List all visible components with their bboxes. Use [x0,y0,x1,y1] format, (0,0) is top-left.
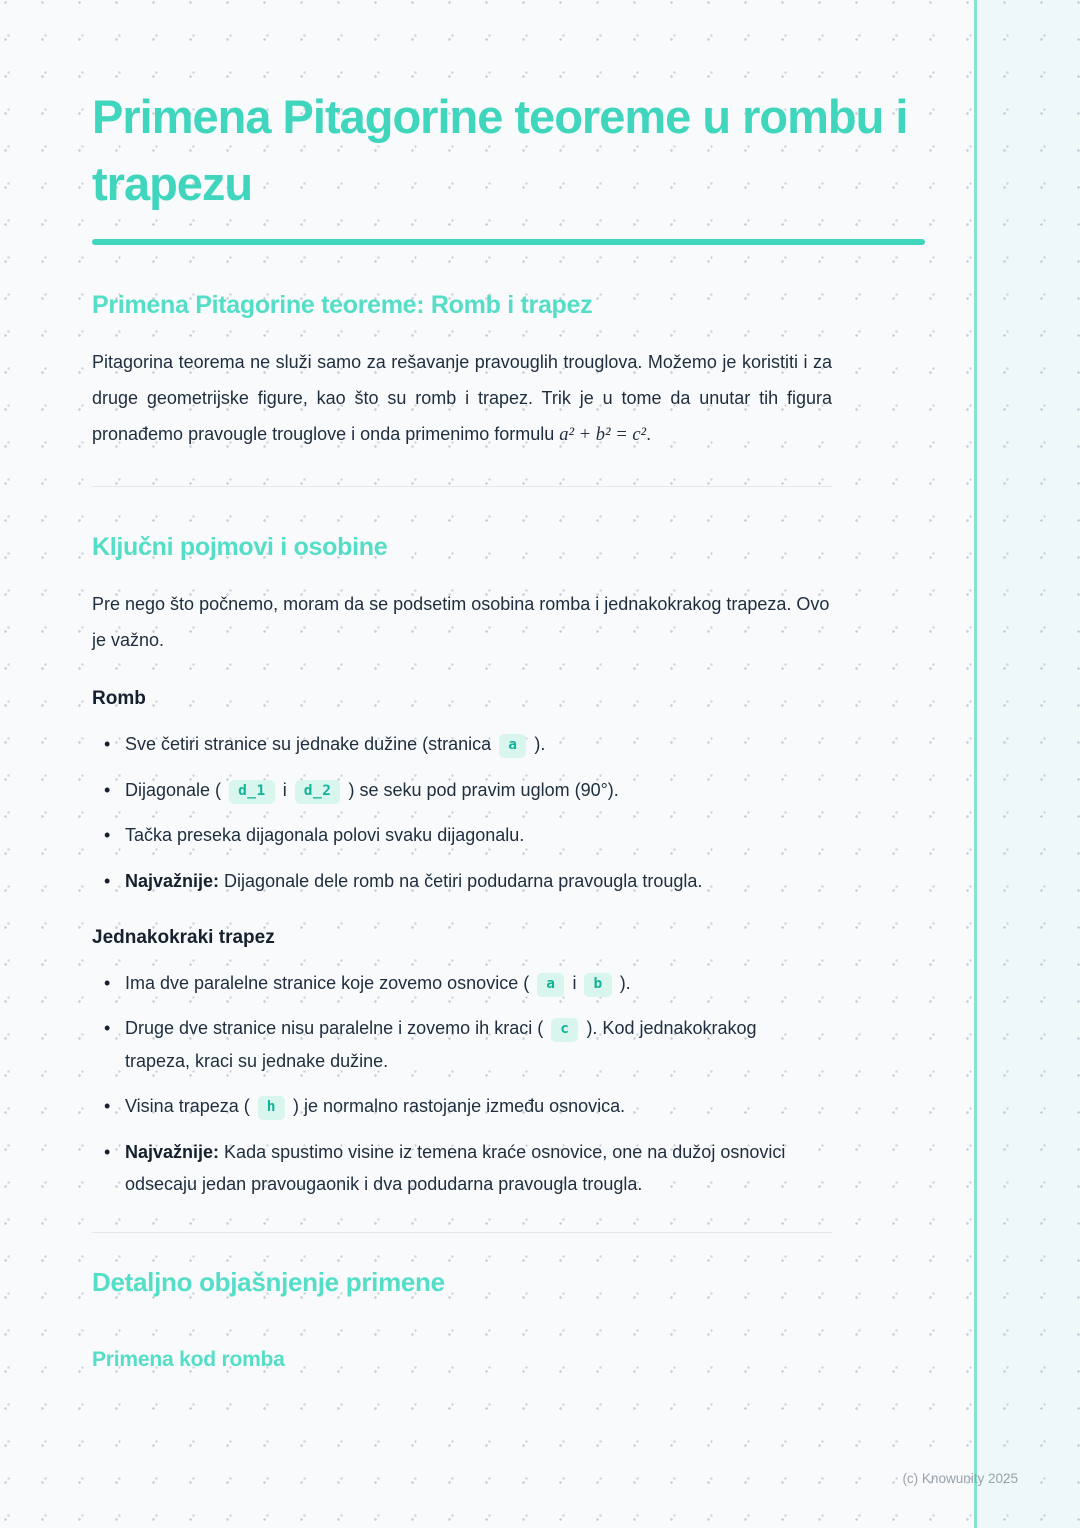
key-concepts-intro-paragraph: Pre nego što počnemo, moram da se podsetim osobina romba i jednakokrakog trapeza. Ovo je važno. [92,594,830,651]
inline-code-chip: a [537,973,564,997]
section-heading-key-concepts: Ključni pojmovi i osobine [92,533,388,562]
emphasis-text: Najvažnije: [125,1141,220,1162]
inline-code-chip: d_2 [295,780,341,804]
section-heading-intro: Primena Pitagorine teoreme: Romb i trapez [92,291,593,320]
subheading-romb: Romb [92,688,146,710]
page-edge-strip [977,0,1080,1528]
romb-properties-list [92,728,799,897]
list-item: • Dijagonale ( d_1 i d_2 ) se seku pod pravim uglom (90°). [125,774,799,806]
inline-code-chip: h [258,1096,285,1120]
section-divider [92,1232,832,1233]
list-item: • Najvažnije: Dijagonale dele romb na četiri podudarna pravougla trougla. [125,865,799,897]
subheading-jednakokraki-trapez: Jednakokraki trapez [92,927,275,949]
list-item: • Druge dve stranice nisu paralelne i zovemo ih kraci ( c ). Kod jednakokrakog trapeza, kraci su jednake dužine. [125,1012,799,1077]
intro-paragraph [92,344,832,454]
page-title: Primena Pitagorine teoreme u rombu i trapezu [92,90,908,210]
inline-code-chip: c [551,1018,578,1042]
title-underline-rule [92,239,925,245]
section-heading-details: Detaljno objašnjenje primene [92,1267,445,1298]
inline-code-chip: a [499,734,526,758]
trapez-properties-list [92,967,799,1200]
section-divider [92,486,832,487]
intro-paragraph-text: Pitagorina teorema ne služi samo za rešavanje pravouglih trouglova. Možemo je koristiti i za druge geometrijske figure, kao što su romb i trapez. Trik je u tome da unutar tih figura pronađemo pravougle trouglove i onda primenimo formulu [92,352,832,445]
list-item: • Visina trapeza ( h ) je normalno rastojanje između osnovica. [125,1090,799,1122]
copyright-notice: (c) Knowunity 2025 [902,1471,1018,1486]
list-item: • Najvažnije: Kada spustimo visine iz temena kraće osnovice, one na dužoj osnovici odsecaju jedan pravougaonik i dva podudarna pravougla trougla. [125,1136,799,1201]
inline-code-chip: b [584,973,611,997]
page-edge-line [974,0,977,1528]
subheading-primena-kod-romba: Primena kod romba [92,1348,285,1372]
list-item: • Sve četiri stranice su jednake dužine (stranica a ). [125,728,799,760]
formula-suffix: . [646,424,652,445]
emphasis-text: Najvažnije: [125,870,220,891]
list-item: • Ima dve paralelne stranice koje zovemo osnovice ( a i b ). [125,967,799,999]
list-item: • Tačka preseka dijagonala polovi svaku dijagonalu. [125,819,799,851]
pythagoras-formula: a² + b² = c² [559,425,647,446]
inline-code-chip: d_1 [229,780,275,804]
document-content [92,84,925,1372]
